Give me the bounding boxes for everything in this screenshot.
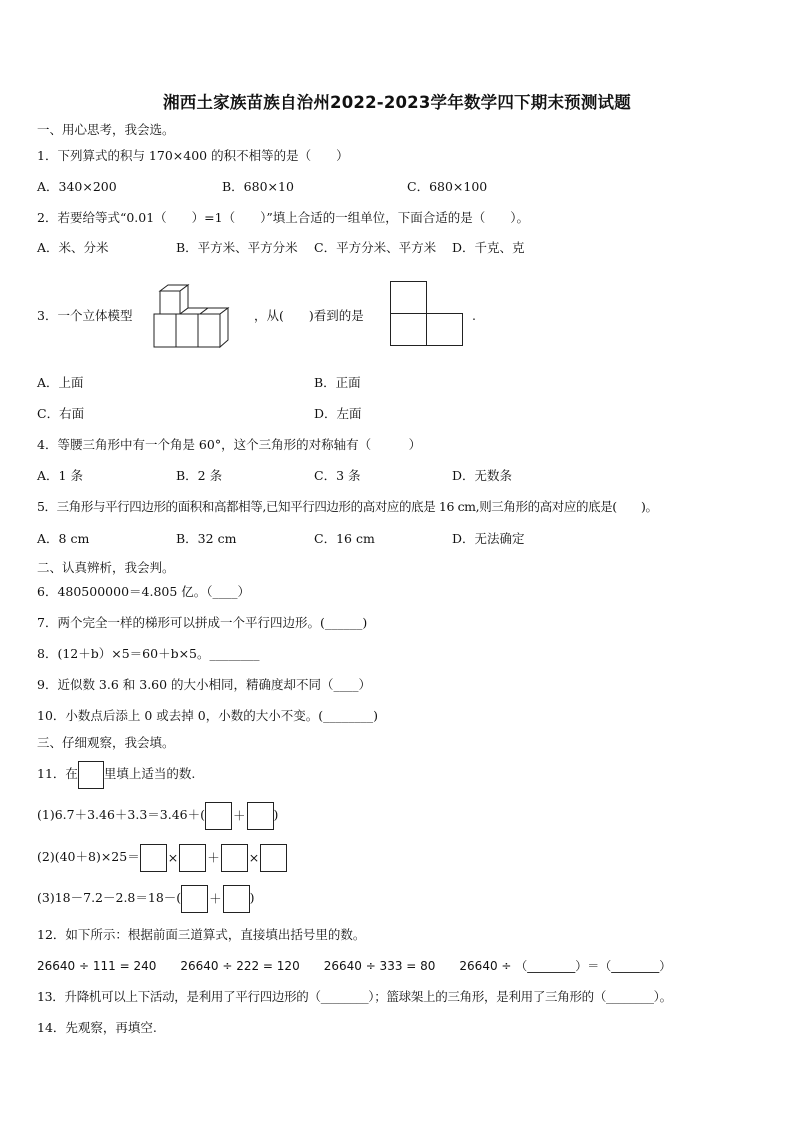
question-11-stem: [37, 760, 195, 788]
question-5-option-b: B．32 cm: [176, 531, 237, 546]
close-paren: ): [273, 807, 279, 822]
question-8: 8．(12＋b）×5＝60＋b×5。________: [37, 646, 260, 661]
answer-box-sample: [78, 761, 104, 789]
times-sign: ×: [248, 849, 260, 865]
question-4-option-a: A．1 条: [37, 468, 83, 483]
question-2-option-d: D．千克、克: [452, 240, 525, 255]
question-3-option-a: A．上面: [37, 375, 84, 390]
question-1-option-a: A．340×200: [37, 179, 117, 194]
question-3-stem-part2: ，从( )看到的是: [254, 308, 364, 323]
solid-model-figure: [150, 282, 246, 352]
section-heading-judge: 二、认真辨析，我会判。: [37, 560, 175, 575]
view-shape-figure: [390, 281, 464, 347]
q11-part2-answer-box-1[interactable]: [140, 844, 167, 872]
times-sign: ×: [167, 849, 179, 865]
question-1-option-c: C．680×100: [407, 179, 488, 194]
q11-part1-answer-box-1[interactable]: [205, 802, 232, 830]
question-3-stem-end: .: [472, 308, 476, 323]
question-4-option-d: D．无数条: [452, 468, 513, 483]
question-11-stem-part2: 里填上适当的数.: [103, 766, 196, 781]
plus-sign: ＋: [209, 890, 222, 906]
q11-part2-expression: (2)(40＋8)×25＝: [37, 849, 140, 864]
question-9: 9．近似数 3.6 和 3.60 的大小相同，精确度却不同（____）: [37, 677, 372, 692]
q11-part2-answer-box-4[interactable]: [260, 844, 287, 872]
question-5-option-d: D．无法确定: [452, 531, 525, 546]
question-2-option-a: A．米、分米: [37, 240, 109, 255]
question-5-option-c: C．16 cm: [314, 531, 375, 546]
question-11-part-2: [37, 843, 287, 871]
question-3-option-d: D．左面: [314, 406, 362, 421]
question-4-option-c: C．3 条: [314, 468, 361, 483]
q11-part3-answer-box-1[interactable]: [181, 885, 208, 913]
question-3-option-b: B．正面: [314, 375, 361, 390]
question-7: 7．两个完全一样的梯形可以拼成一个平行四边形。(______): [37, 615, 368, 630]
q11-part3-expression: (3)18－7.2－2.8＝18－(: [37, 890, 182, 905]
question-2-option-b: B．平方米、平方分米: [176, 240, 298, 255]
q11-part2-answer-box-2[interactable]: [179, 844, 206, 872]
question-12-stem: 12．如下所示：根据前面三道算式，直接填出括号里的数。: [37, 927, 366, 942]
question-1-option-b: B．680×10: [222, 179, 294, 194]
question-4-stem: 4．等腰三角形中有一个角是 60°，这个三角形的对称轴有（ ）: [37, 437, 422, 452]
question-6: 6．480500000＝4.805 亿。（____）: [37, 584, 251, 599]
question-12-equations: 26640 ÷ 111 = 240 26640 ÷ 222 = 120 26640 ÷ 333 = 80 26640 ÷ （________）＝（________）: [37, 959, 672, 973]
question-4-option-b: B．2 条: [176, 468, 223, 483]
page-title: 湘西土家族苗族自治州2022-2023学年数学四下期末预测试题: [163, 93, 631, 112]
question-10: 10．小数点后添上 0 或去掉 0，小数的大小不变。(________): [37, 708, 378, 723]
q11-part1-answer-box-2[interactable]: [247, 802, 274, 830]
question-11-part-3: [37, 884, 255, 912]
plus-sign: ＋: [233, 807, 246, 823]
question-13: 13．升降机可以上下活动，是利用了平行四边形的（________）；篮球架上的三角形，是利用了三角形的（________）。: [37, 989, 672, 1004]
plus-sign: ＋: [207, 849, 220, 865]
q11-part3-answer-box-2[interactable]: [223, 885, 250, 913]
question-3-option-c: C．右面: [37, 406, 85, 421]
question-5-option-a: A．8 cm: [37, 531, 90, 546]
close-paren: ): [249, 890, 255, 905]
question-2-option-c: C．平方分米、平方米: [314, 240, 437, 255]
question-11-part-1: [37, 801, 278, 829]
question-14: 14．先观察，再填空.: [37, 1020, 157, 1035]
question-5-stem: 5．三角形与平行四边形的面积和高都相等,已知平行四边形的高对应的底是 16 cm,则三角形的高对应的底是( )。: [37, 499, 658, 514]
question-1-stem: 1．下列算式的积与 170×400 的积不相等的是（ ）: [37, 148, 349, 163]
q11-part1-expression: (1)6.7＋3.46＋3.3＝3.46＋(: [37, 807, 206, 822]
question-11-stem-part1: 11．在: [37, 766, 78, 781]
q11-part2-answer-box-3[interactable]: [221, 844, 248, 872]
section-heading-fill: 三、仔细观察，我会填。: [37, 735, 175, 750]
question-2-stem: 2．若要给等式“0.01（ ）=1（ ）”填上合适的一组单位，下面合适的是（ ）。: [37, 210, 529, 225]
question-3-stem-part1: 3．一个立体模型: [37, 308, 133, 323]
section-heading-choice: 一、用心思考，我会选。: [37, 122, 175, 137]
